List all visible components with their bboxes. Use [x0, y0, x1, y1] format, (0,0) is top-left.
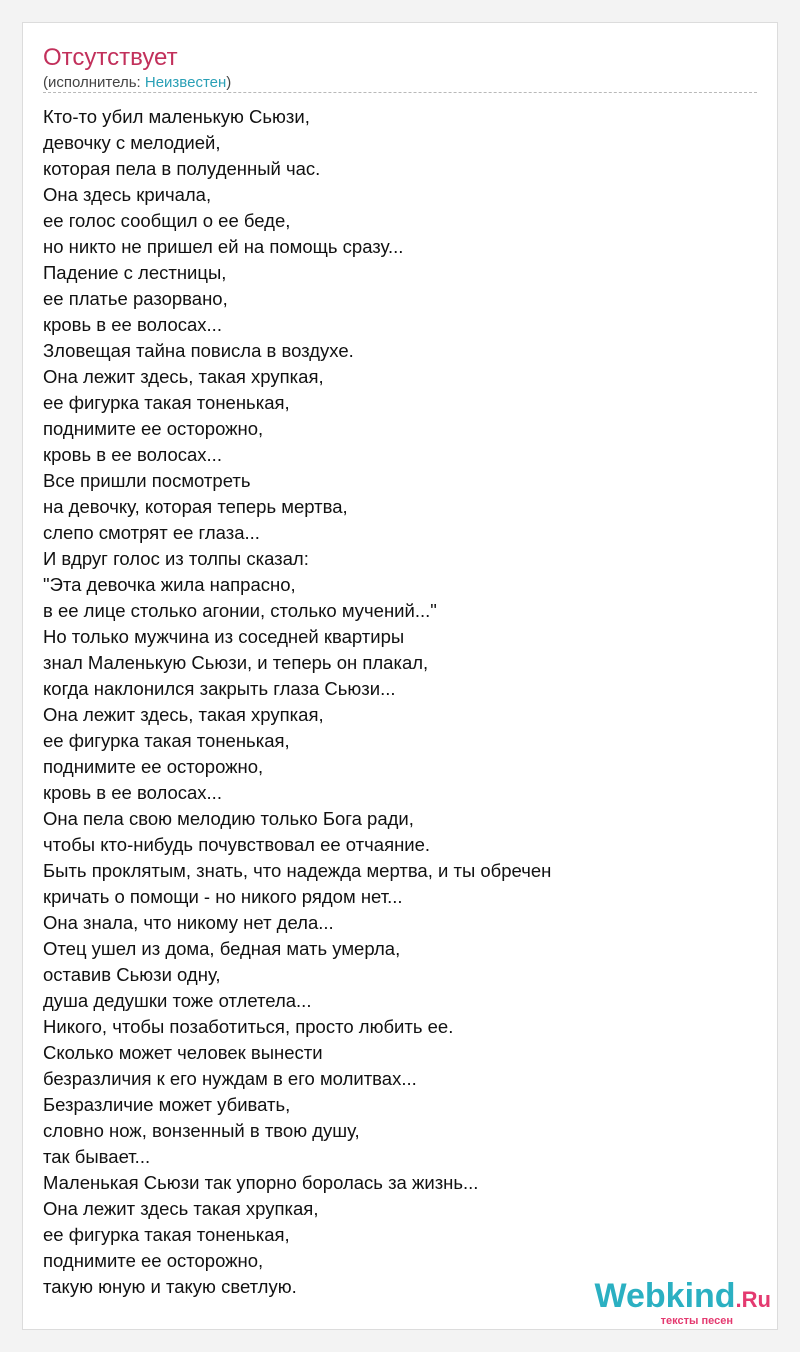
lyric-line: но никто не пришел ей на помощь сразу... — [43, 236, 404, 257]
header-divider — [43, 92, 757, 93]
lyric-line: Она лежит здесь такая хрупкая, — [43, 1198, 319, 1219]
lyric-line: знал Маленькую Сьюзи, и теперь он плакал, — [43, 652, 429, 673]
lyric-line: Она лежит здесь, такая хрупкая, — [43, 704, 324, 725]
lyric-line: ее голос сообщил о ее беде, — [43, 210, 291, 231]
lyric-line: оставив Сьюзи одну, — [43, 964, 221, 985]
lyric-line: Сколько может человек вынести — [43, 1042, 323, 1063]
lyric-line: "Эта девочка жила напрасно, — [43, 574, 296, 595]
lyric-line: в ее лице столько агонии, столько мучений..." — [43, 600, 437, 621]
lyric-line: Отец ушел из дома, бедная мать умерла, — [43, 938, 401, 959]
artist-link[interactable]: Неизвестен — [144, 74, 227, 91]
lyric-line: кровь в ее волосах... — [43, 314, 222, 335]
lyric-line: ее фигурка такая тоненькая, — [43, 730, 290, 751]
lyric-line: поднимите ее осторожно, — [43, 756, 264, 777]
logo-tagline: тексты песен — [660, 1315, 733, 1327]
lyric-line: ее фигурка такая тоненькая, — [43, 1224, 290, 1245]
lyric-line: кровь в ее волосах... — [43, 444, 222, 465]
lyric-line: поднимите ее осторожно, — [43, 418, 264, 439]
logo-tld: .Ru — [735, 1287, 771, 1312]
lyric-line: И вдруг голос из толпы сказал: — [43, 548, 309, 569]
lyric-line: Но только мужчина из соседней квартиры — [43, 626, 405, 647]
lyric-line: Кто-то убил маленькую Сьюзи, — [43, 106, 310, 127]
lyric-line: ее платье разорвано, — [43, 288, 228, 309]
lyric-line: Она пела свою мелодию только Бога ради, — [43, 808, 414, 829]
lyric-line: безразличия к его нуждам в его молитвах... — [43, 1068, 417, 1089]
song-title: Отсутствует — [43, 44, 178, 71]
lyric-line: Она здесь кричала, — [43, 184, 212, 205]
lyric-line: душа дедушки тоже отлетела... — [43, 990, 312, 1011]
lyric-line: Зловещая тайна повисла в воздухе. — [43, 340, 354, 361]
lyric-line: так бывает... — [43, 1146, 151, 1167]
lyric-line: чтобы кто-нибудь почувствовал ее отчаяние. — [43, 834, 431, 855]
lyric-line: Быть проклятым, знать, что надежда мертва, и ты обречен — [43, 860, 552, 881]
lyric-line: Она знала, что никому нет дела... — [43, 912, 334, 933]
artist-suffix: ) — [226, 74, 232, 91]
lyric-line: Маленькая Сьюзи так упорно боролась за жизнь... — [43, 1172, 479, 1193]
lyric-line: кричать о помощи - но никого рядом нет... — [43, 886, 403, 907]
lyrics-text — [43, 104, 759, 1300]
site-logo[interactable] — [595, 1277, 772, 1327]
logo-brand: Webkind — [594, 1277, 736, 1315]
artist-prefix: (исполнитель: — [43, 74, 145, 91]
lyric-line: Она лежит здесь, такая хрупкая, — [43, 366, 324, 387]
logo-wordmark — [595, 1277, 772, 1319]
lyric-line: Безразличие может убивать, — [43, 1094, 291, 1115]
lyric-line: поднимите ее осторожно, — [43, 1250, 264, 1271]
lyric-line: девочку с мелодией, — [43, 132, 221, 153]
lyric-line: которая пела в полуденный час. — [43, 158, 321, 179]
lyric-line: на девочку, которая теперь мертва, — [43, 496, 348, 517]
lyric-line: такую юную и такую светлую. — [43, 1276, 297, 1297]
lyric-line: Все пришли посмотреть — [43, 470, 251, 491]
lyrics-card — [22, 22, 778, 1330]
lyric-line: Никого, чтобы позаботиться, просто любить ее. — [43, 1016, 454, 1037]
lyric-line: кровь в ее волосах... — [43, 782, 222, 803]
lyric-line: когда наклонился закрыть глаза Сьюзи... — [43, 678, 396, 699]
lyric-line: слепо смотрят ее глаза... — [43, 522, 260, 543]
artist-line — [43, 73, 231, 93]
lyric-line: Падение с лестницы, — [43, 262, 227, 283]
lyric-line: словно нож, вонзенный в твою душу, — [43, 1120, 360, 1141]
lyric-line: ее фигурка такая тоненькая, — [43, 392, 290, 413]
